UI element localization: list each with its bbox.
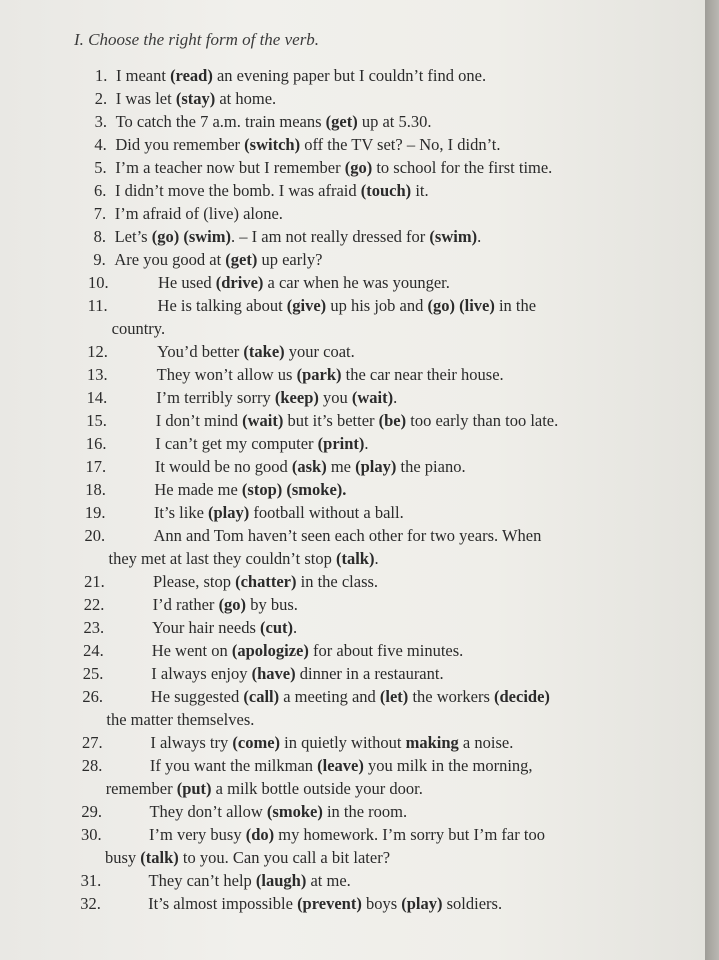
exercise-item	[0, 524, 705, 570]
verb-prompt: (apologize)	[231, 641, 309, 660]
sentence-text: boys	[361, 894, 402, 913]
item-number: 25.	[82, 664, 104, 683]
item-sentence	[115, 202, 283, 225]
exercise-item	[0, 133, 705, 156]
sentence-text: my homework. I’m sorry but I’m far too	[274, 825, 545, 844]
sentence-text: a meeting and	[279, 687, 380, 706]
exercise-item	[0, 225, 705, 248]
verb-prompt: (wait)	[242, 411, 284, 430]
item-sentence	[158, 271, 450, 294]
sentence-text: I can’t get my computer	[155, 434, 318, 453]
item-number: 27.	[82, 733, 103, 752]
exercise-item	[0, 179, 705, 202]
verb-prompt: (laugh)	[255, 871, 307, 890]
sentence-text: .	[477, 227, 482, 246]
sentence-text: To catch the 7 a.m. train means	[115, 112, 326, 131]
item-sentence	[150, 731, 513, 754]
verb-prompt: (read)	[170, 66, 213, 85]
exercise-item	[0, 593, 705, 616]
item-number: 8.	[93, 227, 106, 246]
item-sentence	[152, 616, 297, 639]
item-sentence	[151, 685, 550, 708]
exercise-item	[0, 662, 705, 685]
sentence-text: I didn’t move the bomb. I was afraid	[115, 181, 361, 200]
item-continuation	[112, 317, 165, 340]
exercise-item	[0, 892, 705, 915]
item-number: 22.	[83, 595, 105, 614]
item-number: 31.	[80, 871, 102, 890]
sentence-text: I was let	[115, 89, 176, 108]
exercise-item	[0, 110, 705, 133]
item-number: 21.	[84, 572, 105, 591]
item-number: 18.	[85, 480, 106, 499]
item-number: 26.	[82, 687, 104, 706]
item-sentence	[116, 110, 432, 133]
item-number: 9.	[93, 250, 106, 269]
sentence-text: I’m very busy	[149, 825, 246, 844]
item-sentence	[148, 892, 502, 915]
sentence-text: in quietly without	[280, 733, 406, 752]
sentence-text: dinner in a restaurant.	[295, 664, 444, 683]
item-sentence	[115, 225, 482, 248]
item-number: 10.	[88, 273, 109, 292]
sentence-text: up at 5.30.	[357, 112, 432, 131]
sentence-text: the piano.	[396, 457, 466, 476]
item-number: 29.	[81, 802, 102, 821]
verb-prompt: (take)	[243, 342, 285, 361]
item-number: 16.	[85, 434, 107, 453]
sentence-text: I always enjoy	[151, 664, 252, 683]
item-sentence	[149, 869, 351, 892]
verb-prompt: (get)	[325, 112, 358, 131]
page-edge	[705, 0, 719, 960]
exercise-item	[0, 202, 705, 225]
sentence-text: the workers	[408, 687, 494, 706]
sentence-text: I’m terribly sorry	[156, 388, 275, 407]
exercise-item	[0, 570, 705, 593]
verb-prompt: (stop) (smoke).	[241, 480, 347, 499]
item-continuation	[106, 708, 254, 731]
item-sentence	[149, 800, 407, 823]
sentence-text: off the TV set? – No, I didn’t.	[300, 135, 501, 154]
sentence-text: Please, stop	[153, 572, 236, 591]
item-sentence	[157, 340, 355, 363]
sentence-text: You’d better	[157, 342, 244, 361]
verb-prompt: (get)	[225, 250, 258, 269]
verb-prompt: (let)	[379, 687, 409, 706]
sentence-text: Ann and Tom haven’t seen each other for two years. When	[153, 526, 542, 545]
sentence-text: in the room.	[322, 802, 408, 821]
item-number: 12.	[87, 342, 108, 361]
exercise-item	[0, 639, 705, 662]
item-sentence	[156, 386, 397, 409]
verb-prompt: (wait)	[351, 388, 394, 407]
exercise-item	[0, 432, 705, 455]
item-number: 23.	[83, 618, 105, 637]
sentence-text: busy	[105, 848, 141, 867]
verb-prompt: (go)	[427, 296, 455, 315]
exercise-item	[0, 754, 705, 800]
verb-prompt: (live)	[459, 296, 495, 315]
verb-prompt: (play)	[208, 503, 250, 522]
verb-prompt: (go)	[218, 595, 247, 614]
verb-prompt: making	[405, 733, 459, 752]
exercise-list	[0, 64, 705, 915]
sentence-text: they met at last they couldn’t stop	[108, 549, 336, 568]
sentence-text: you	[318, 388, 352, 407]
sentence-text: soldiers.	[442, 894, 503, 913]
item-number: 5.	[94, 158, 107, 177]
verb-prompt: (park)	[296, 365, 342, 384]
sentence-text: Are you good at	[114, 250, 226, 269]
item-sentence	[115, 179, 429, 202]
item-sentence	[155, 432, 368, 455]
item-number: 13.	[86, 365, 108, 384]
sentence-text: He went on	[151, 641, 232, 660]
verb-prompt: (switch)	[244, 135, 301, 154]
sentence-text: too early than too late.	[406, 411, 559, 430]
sentence-text: but it’s better	[283, 411, 379, 430]
sentence-text: I meant	[116, 66, 171, 85]
sentence-text: .	[374, 549, 379, 568]
verb-prompt: (keep)	[274, 388, 319, 407]
item-number: 2.	[94, 89, 108, 108]
sentence-text: in the class.	[296, 572, 379, 591]
item-sentence	[154, 501, 404, 524]
sentence-text: It’s like	[153, 503, 209, 522]
sentence-text: to school for the first time.	[372, 158, 553, 177]
exercise-item	[0, 340, 705, 363]
sentence-text: a noise.	[458, 733, 514, 752]
exercise-item	[0, 409, 705, 432]
sentence-text: .	[393, 388, 398, 407]
sentence-text: the car near their house.	[341, 365, 504, 384]
sentence-text: Let’s	[114, 227, 152, 246]
sentence-text: I always try	[150, 733, 233, 752]
exercise-item	[0, 869, 705, 892]
item-number: 3.	[94, 112, 107, 131]
item-sentence	[115, 156, 552, 179]
verb-prompt: (give)	[286, 296, 327, 315]
verb-prompt: (ask)	[291, 457, 327, 476]
exercise-item	[0, 685, 705, 731]
exercise-item	[0, 455, 705, 478]
item-number: 20.	[84, 526, 106, 545]
sentence-text: a milk bottle outside your door.	[211, 779, 423, 798]
sentence-text: an evening paper but I couldn’t find one.	[212, 66, 487, 85]
verb-prompt: (prevent)	[297, 894, 362, 913]
exercise-item	[0, 294, 705, 340]
item-number: 19.	[84, 503, 106, 522]
verb-prompt: (do)	[245, 825, 275, 844]
item-sentence	[116, 64, 486, 87]
verb-prompt: (drive)	[215, 273, 264, 292]
exercise-item	[0, 731, 705, 754]
sentence-text: you milk in the morning,	[363, 756, 533, 775]
sentence-text: at home.	[215, 89, 277, 108]
verb-prompt: (stay)	[175, 89, 216, 108]
sentence-text: It would be no good	[154, 457, 292, 476]
sentence-text: a car when he was younger.	[263, 273, 450, 292]
exercise-item	[0, 823, 705, 869]
exercise-item	[0, 64, 705, 87]
sentence-text: He suggested	[150, 687, 244, 706]
verb-prompt: (play)	[401, 894, 443, 913]
exercise-title: I. Choose the right form of the verb.	[74, 30, 320, 49]
sentence-text: up early?	[257, 250, 323, 269]
item-sentence	[116, 87, 276, 110]
item-sentence	[153, 570, 378, 593]
sentence-text: remember	[105, 779, 177, 798]
item-number: 28.	[81, 756, 103, 775]
sentence-text: They can’t help	[148, 871, 256, 890]
exercise-item	[0, 800, 705, 823]
item-sentence	[153, 593, 298, 616]
item-number: 6.	[94, 181, 107, 200]
item-number: 14.	[86, 388, 108, 407]
sentence-text: .	[364, 434, 369, 453]
verb-prompt: (touch)	[360, 181, 412, 200]
item-sentence	[156, 409, 559, 432]
verb-prompt: (go) (swim)	[151, 227, 231, 246]
item-number: 30.	[81, 825, 102, 844]
item-sentence	[152, 639, 464, 662]
sentence-text: Your hair needs	[152, 618, 260, 637]
item-number: 24.	[83, 641, 104, 660]
sentence-text: football without a ball.	[249, 503, 404, 522]
sentence-text: the matter themselves.	[106, 710, 255, 729]
item-sentence	[158, 294, 537, 317]
verb-prompt: (cut)	[260, 618, 293, 637]
item-number: 7.	[93, 204, 107, 223]
item-sentence	[155, 455, 466, 478]
sentence-text: He made me	[154, 480, 242, 499]
sentence-text: . – I am not really dressed for	[231, 227, 430, 246]
exercise-item	[0, 363, 705, 386]
sentence-text: He is talking about	[157, 296, 287, 315]
item-sentence	[154, 524, 542, 547]
sentence-text: .	[292, 618, 298, 637]
verb-prompt: (talk)	[335, 549, 375, 568]
item-number: 11.	[87, 296, 108, 315]
exercise-item	[0, 386, 705, 409]
item-continuation	[106, 777, 423, 800]
sentence-text: If you want the milkman	[149, 756, 318, 775]
sentence-text: for about five minutes.	[308, 641, 464, 660]
sentence-text: I’m afraid of (live) alone.	[114, 204, 283, 223]
exercise-item	[0, 156, 705, 179]
verb-prompt: (swim)	[429, 227, 478, 246]
sentence-text: Did you remember	[115, 135, 245, 154]
verb-prompt: (play)	[355, 457, 397, 476]
item-sentence	[151, 662, 443, 685]
item-sentence	[115, 133, 500, 156]
sentence-text: I’m a teacher now but I remember	[115, 158, 345, 177]
sentence-text: I’d rather	[152, 595, 219, 614]
verb-prompt: (be)	[378, 411, 407, 430]
sentence-text: He used	[158, 273, 216, 292]
exercise-item	[0, 248, 705, 271]
item-number: 4.	[94, 135, 107, 154]
item-sentence	[150, 754, 533, 777]
sentence-text: by bus.	[246, 595, 298, 614]
item-continuation	[105, 846, 390, 869]
item-sentence	[154, 478, 346, 501]
sentence-text: at me.	[306, 871, 351, 890]
item-sentence	[157, 363, 504, 386]
verb-prompt: (put)	[176, 779, 212, 798]
sentence-text: it.	[411, 181, 429, 200]
verb-prompt: (decide)	[494, 687, 550, 706]
verb-prompt: (print)	[317, 434, 365, 453]
verb-prompt: (smoke)	[266, 802, 323, 821]
sentence-text: They won’t allow us	[156, 365, 297, 384]
exercise-item	[0, 478, 705, 501]
sentence-text: me	[326, 457, 356, 476]
item-number: 32.	[80, 894, 101, 913]
sentence-text: in the	[494, 296, 537, 315]
verb-prompt: (talk)	[140, 848, 179, 867]
sentence-text: your coat.	[284, 342, 355, 361]
exercise-item	[0, 501, 705, 524]
sentence-text: country.	[111, 319, 166, 338]
sentence-text: I don’t mind	[155, 411, 243, 430]
item-sentence	[149, 823, 545, 846]
sentence-text: up his job and	[326, 296, 428, 315]
item-sentence	[114, 248, 322, 271]
verb-prompt: (have)	[251, 664, 296, 683]
sentence-text: It’s almost impossible	[148, 894, 298, 913]
verb-prompt: (come)	[232, 733, 281, 752]
item-number: 15.	[86, 411, 107, 430]
verb-prompt: (chatter)	[235, 572, 297, 591]
item-number: 17.	[85, 457, 107, 476]
sentence-text: They don’t allow	[149, 802, 267, 821]
exercise-item	[0, 616, 705, 639]
verb-prompt: (call)	[243, 687, 280, 706]
verb-prompt: (leave)	[317, 756, 364, 775]
verb-prompt: (go)	[344, 158, 373, 177]
sentence-text: to you. Can you call a bit later?	[178, 848, 391, 867]
exercise-item	[0, 87, 705, 110]
exercise-item	[0, 271, 705, 294]
item-number: 1.	[95, 66, 108, 85]
item-continuation	[109, 547, 379, 570]
